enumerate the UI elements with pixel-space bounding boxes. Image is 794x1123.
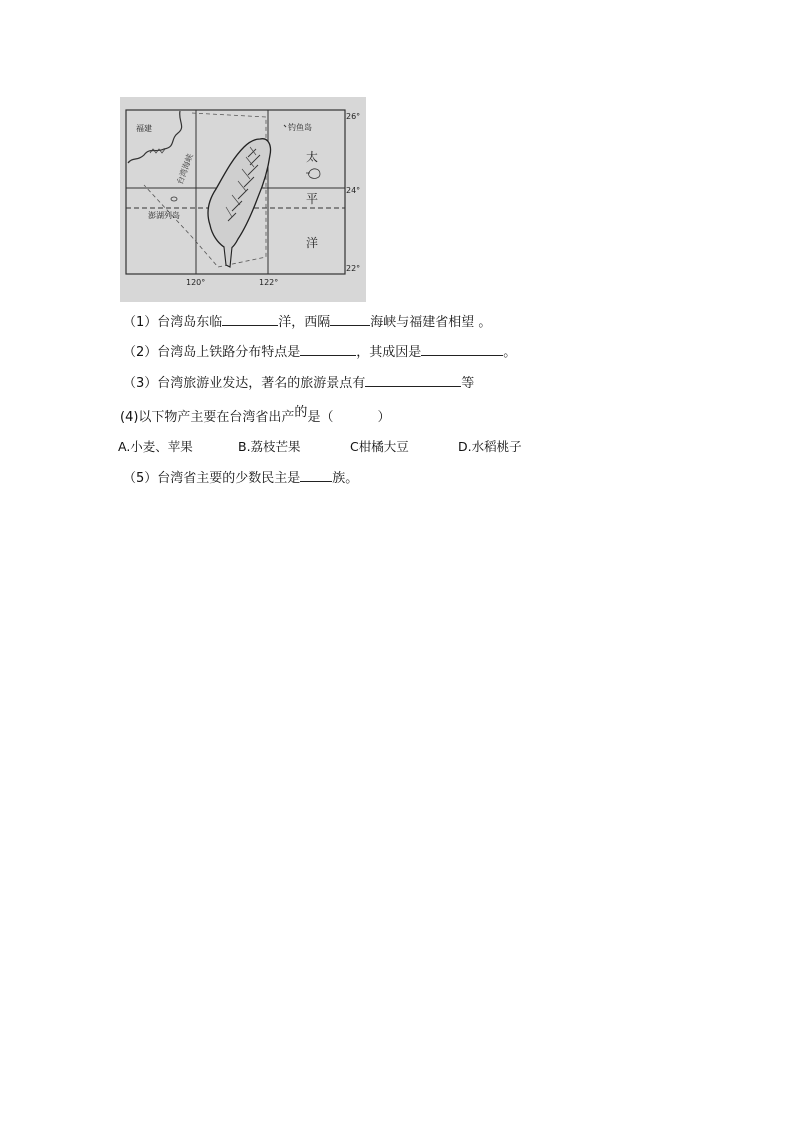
option-b[interactable]: B.荔枝芒果 <box>238 439 301 454</box>
question-3-part-a: （3）台湾旅游业发达，著名的旅游景点有 <box>123 376 366 391</box>
question-3 <box>123 373 474 393</box>
question-4-part-a: (4)以下物产主要在台湾省出产 <box>120 410 295 425</box>
question-2-part-a: （2）台湾岛上铁路分布特点是 <box>123 345 301 360</box>
answer-blank[interactable] <box>300 342 356 356</box>
answer-blank[interactable] <box>365 373 461 387</box>
label-tai: 太 <box>306 150 319 164</box>
question-5 <box>123 468 358 488</box>
question-1-part-a: （1）台湾岛东临 <box>123 315 223 330</box>
option-a[interactable]: A.小麦、苹果 <box>118 439 193 454</box>
question-5-part-b: 族。 <box>332 471 359 486</box>
answer-blank[interactable] <box>421 342 503 356</box>
label-fujian: 福建 <box>136 124 152 133</box>
question-2 <box>123 342 516 362</box>
answer-blank[interactable] <box>330 312 370 326</box>
label-penghu: 澎湖列岛 <box>148 211 180 220</box>
answer-blank[interactable] <box>300 468 332 482</box>
label-lon120: 120° <box>186 278 206 287</box>
label-lat26: 26° <box>346 112 361 121</box>
question-1-part-d: 。 <box>478 315 492 330</box>
question-1 <box>123 312 491 332</box>
option-d[interactable]: D.水稻桃子 <box>458 439 522 454</box>
label-yang: 洋 <box>306 236 319 250</box>
label-lat22: 22° <box>346 264 361 273</box>
question-1-part-c: 海峡与福建省相望 <box>370 315 475 330</box>
label-strait: 台湾海峡 <box>175 152 195 186</box>
label-diaoyu: 钓鱼岛 <box>288 123 312 132</box>
question-2-part-c: 。 <box>503 345 517 360</box>
question-3-part-b: 等 <box>461 376 475 391</box>
label-ping: 平 <box>306 192 319 206</box>
question-4 <box>120 405 391 427</box>
label-lon122: 122° <box>259 278 279 287</box>
option-c[interactable]: C柑橘大豆 <box>350 439 409 454</box>
answer-blank[interactable] <box>222 312 278 326</box>
question-4-part-d: ） <box>377 410 391 425</box>
question-4-part-c: 是（ <box>307 410 334 425</box>
question-1-part-b: 洋，西隔 <box>278 315 331 330</box>
taiwan-map-figure <box>120 97 366 302</box>
question-2-part-b: ，其成因是 <box>356 345 422 360</box>
question-4-part-b: 的 <box>294 405 308 420</box>
label-lat24: 24° <box>346 186 361 195</box>
question-5-part-a: （5）台湾省主要的少数民主是 <box>123 471 301 486</box>
